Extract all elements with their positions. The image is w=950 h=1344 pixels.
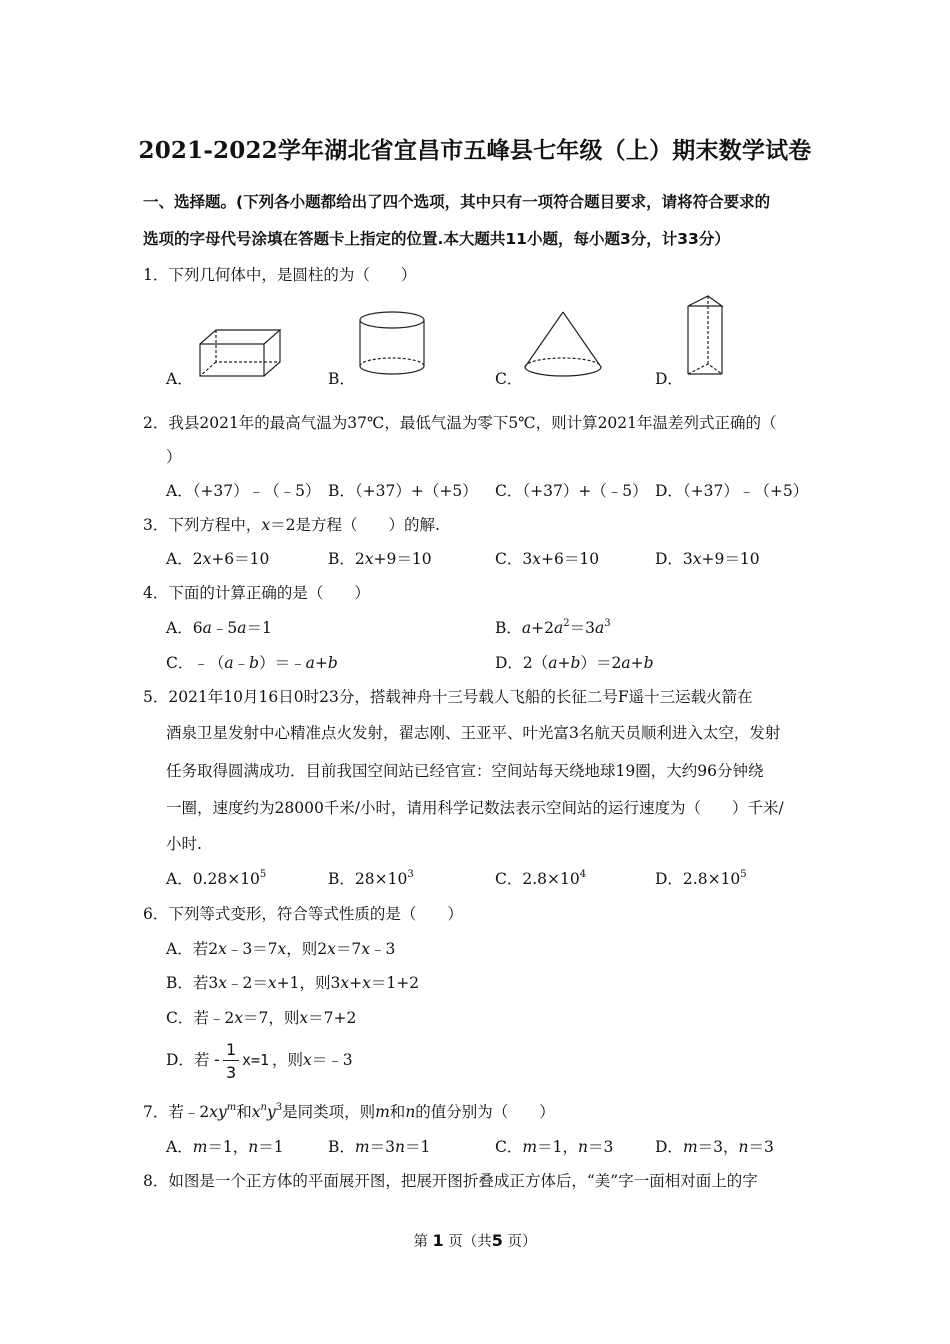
question-3-stem: 3．下列方程中，x＝2是方程（ ）的解. bbox=[143, 516, 440, 534]
q4-option-b: B．$a+2a^2=3a^3$ bbox=[495, 618, 611, 637]
cylinder-figure bbox=[356, 308, 428, 380]
question-2-stem: 2．我县2021年的最高气温为37℃，最低气温为零下5℃，则计算2021年温差列式正确的（ bbox=[143, 414, 777, 432]
q1-option-b: B． bbox=[328, 370, 355, 388]
q6-option-b: B．若3x﹣2＝x+1，则3x+x＝1+2 bbox=[166, 974, 420, 992]
q1-option-c: C． bbox=[495, 370, 523, 388]
question-1-stem: 1．下列几何体中，是圆柱的为（ ） bbox=[143, 266, 417, 284]
cone-figure bbox=[522, 310, 604, 380]
q7-option-a: A．m＝1，n＝1 bbox=[166, 1138, 284, 1156]
question-2-stem-end: ） bbox=[166, 448, 182, 466]
q3-option-a: A．2x+6＝10 bbox=[166, 550, 270, 568]
q6-option-c: C．若﹣2x＝7，则x＝7+2 bbox=[166, 1009, 357, 1027]
question-5-line-4: 一圈，速度约为28000千米/小时，请用科学记数法表示空间站的运行速度为（ ）千米/ bbox=[166, 799, 784, 817]
cuboid-figure bbox=[196, 326, 284, 380]
section-heading-line-2: 选项的字母代号涂填在答题卡上指定的位置.本大题共11小题，每小题3分，计33分） bbox=[143, 230, 730, 248]
q2-option-d: D．（+37）﹣（+5） bbox=[655, 482, 809, 500]
q3-option-c: C．3x+6＝10 bbox=[495, 550, 600, 568]
q6-option-d-prefix: D．若 bbox=[166, 1051, 210, 1069]
q4-option-c: C．﹣（a﹣b）＝﹣a+b bbox=[166, 654, 338, 672]
q6-option-a: A．若2x﹣3＝7x，则2x＝7x﹣3 bbox=[166, 940, 396, 958]
fraction-tail: x=1 bbox=[242, 1051, 270, 1069]
q5-option-a: A．$0.28\times 10^5$ bbox=[166, 869, 267, 888]
fraction-bar bbox=[223, 1060, 239, 1061]
q2-option-b: B．（+37）+（+5） bbox=[328, 482, 478, 500]
question-8-stem: 8．如图是一个正方体的平面展开图，把展开图折叠成正方体后，“美”字一面相对面上的字 bbox=[143, 1172, 758, 1190]
q1-option-d: D． bbox=[655, 370, 683, 388]
q6-option-d-suffix: ，则x＝﹣3 bbox=[272, 1051, 353, 1069]
page-title: 2021-2022学年湖北省宜昌市五峰县七年级（上）期末数学试卷 bbox=[138, 137, 812, 164]
question-5-line-2: 酒泉卫星发射中心精准点火发射，翟志刚、王亚平、叶光富3名航天员顺利进入太空，发射 bbox=[166, 724, 781, 742]
triangular-prism-figure bbox=[684, 294, 728, 380]
q7-option-d: D．m＝3，n＝3 bbox=[655, 1138, 774, 1156]
q5-option-b: B．$28\times 10^3$ bbox=[328, 869, 414, 888]
q4-option-a: A．6a﹣5a＝1 bbox=[166, 619, 272, 637]
fraction-numerator: 1 bbox=[226, 1040, 237, 1059]
q3-option-b: B．2x+9＝10 bbox=[328, 550, 432, 568]
question-7-stem: 7．若$﹣2xy^m$和$x^ny^3$是同类项，则m和n的值分别为（ ） bbox=[143, 1102, 555, 1121]
page-footer: 第 1 页（共5 页） bbox=[413, 1231, 537, 1250]
q2-option-a: A．（+37）﹣（﹣5） bbox=[166, 482, 321, 500]
q4-option-d: D．2（a+b）＝2a+b bbox=[495, 654, 654, 672]
q1-option-a: A． bbox=[166, 370, 193, 388]
q7-option-c: C．m＝1，n＝3 bbox=[495, 1138, 614, 1156]
page-total: 5 bbox=[491, 1231, 503, 1250]
question-5-line-1: 5．2021年10月16日0时23分，搭载神舟十三号载人飞船的长征二号F遥十三运载火箭在 bbox=[143, 688, 753, 706]
q5-option-d: D．$2.8\times 10^5$ bbox=[655, 869, 747, 888]
fraction-denominator: 3 bbox=[226, 1063, 237, 1082]
page-number: 1 bbox=[432, 1231, 444, 1250]
fraction-expression: - 1 3 x=1 bbox=[214, 1040, 270, 1082]
question-5-line-5: 小时. bbox=[166, 835, 202, 853]
question-5-line-3: 任务取得圆满成功．目前我国空间站已经官宣：空间站每天绕地球19圈，大约96分钟绕 bbox=[166, 762, 764, 780]
q5-option-c: C．$2.8\times 10^4$ bbox=[495, 869, 587, 888]
q3-option-d: D．3x+9＝10 bbox=[655, 550, 760, 568]
question-4-stem: 4．下面的计算正确的是（ ） bbox=[143, 584, 370, 602]
q7-option-b: B．m＝3n＝1 bbox=[328, 1138, 431, 1156]
section-heading-line-1: 一、选择题。(下列各小题都给出了四个选项，其中只有一项符合题目要求，请将符合要求的 bbox=[143, 193, 771, 211]
question-6-stem: 6．下列等式变形，符合等式性质的是（ ） bbox=[143, 905, 463, 923]
q2-option-c: C．（+37）+（﹣5） bbox=[495, 482, 648, 500]
